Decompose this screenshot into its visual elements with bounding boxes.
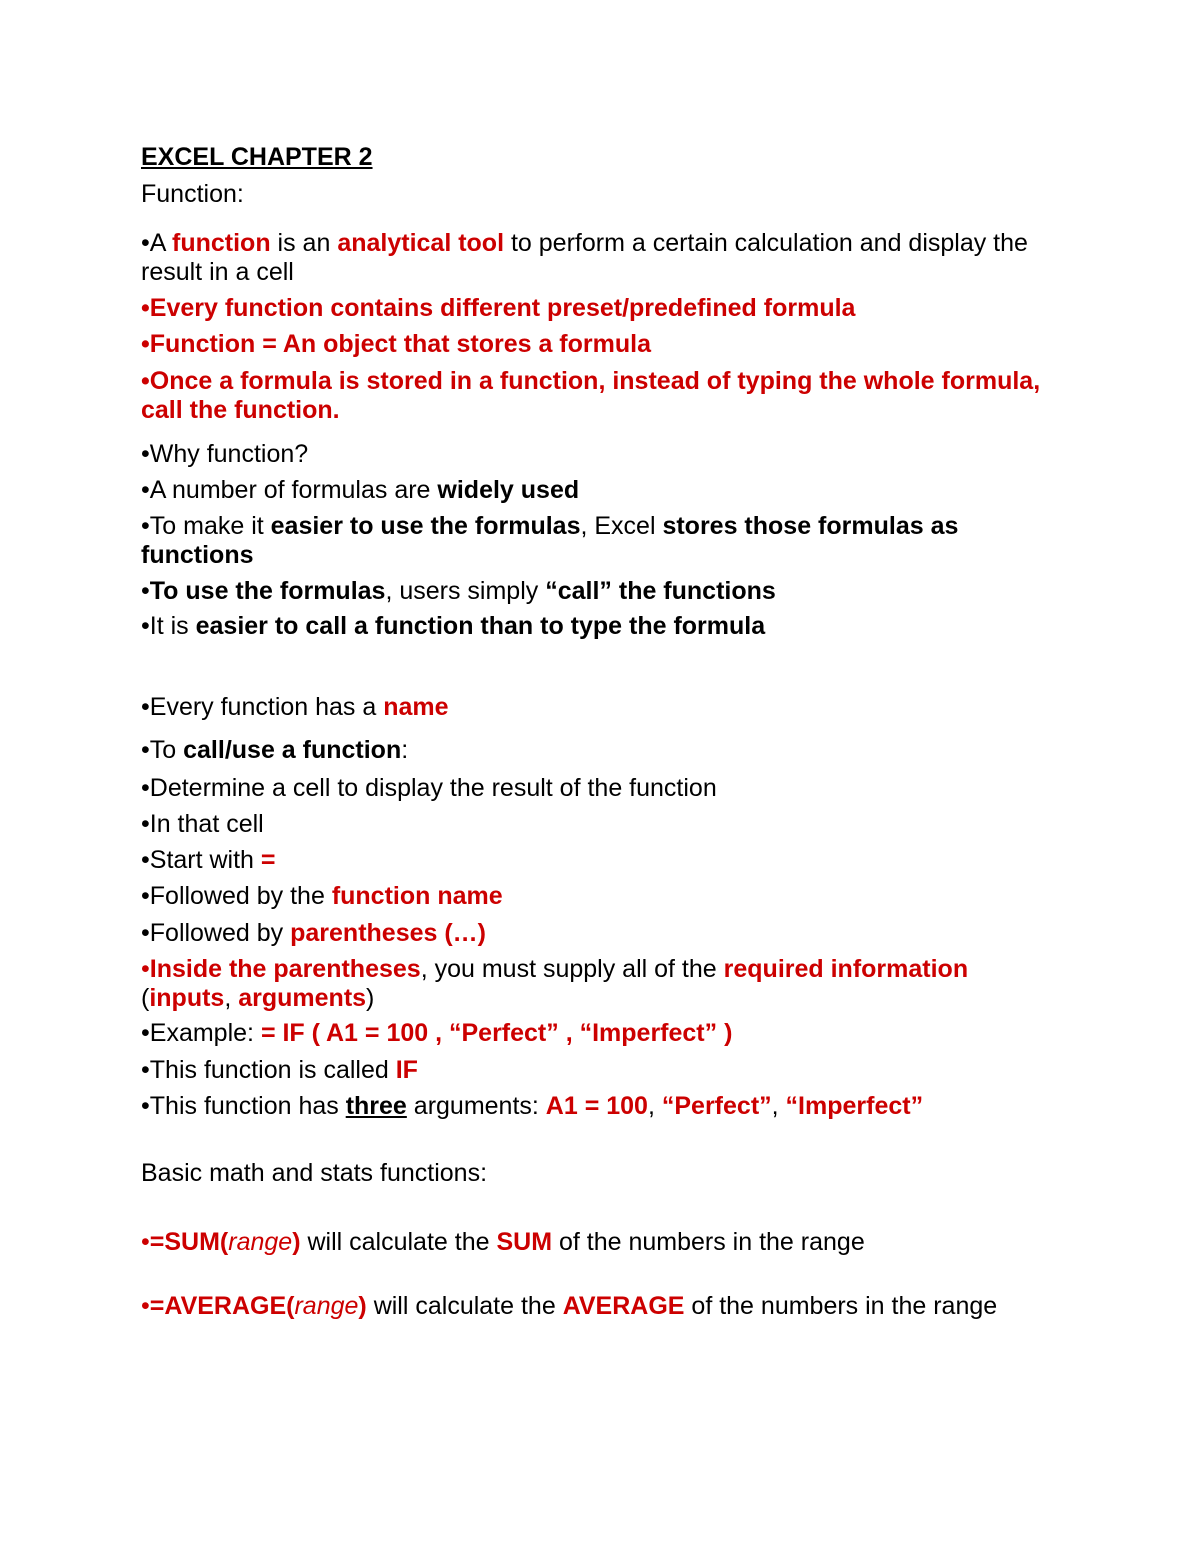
bullet: • [141, 440, 150, 468]
stats-heading: Basic math and stats functions: [141, 1159, 488, 1187]
bullet: • [141, 1056, 150, 1084]
bullet: • [141, 693, 150, 721]
bullet: • [141, 577, 150, 605]
bullet-function-definition: •A function is an analytical tool to perform a certain calculation and display the result in a cell [141, 229, 1028, 286]
bullet-in-that-cell: •In that cell [141, 810, 264, 838]
bullet: • [141, 612, 150, 640]
bullet-call-functions: •To use the formulas, users simply “call” the functions [141, 577, 776, 605]
bullet: • [141, 1228, 150, 1256]
bullet-function-name: •Every function has a name [141, 693, 449, 721]
bullet-easier-to-use: •To make it easier to use the formulas, Excel stores those formulas as functions [141, 512, 959, 569]
bullet: • [141, 1092, 150, 1120]
function-heading: Function: [141, 180, 244, 208]
bullet-followed-by-parentheses: •Followed by parentheses (…) [141, 919, 487, 947]
bullet-example: •Example: = IF ( A1 = 100 , “Perfect” , “Imperfect” ) [141, 1019, 733, 1047]
bullet: • [141, 367, 150, 395]
bullet: • [141, 1019, 150, 1047]
bullet: • [141, 846, 150, 874]
bullet-inside-parentheses: •Inside the parentheses, you must supply all of the required information (inputs, arguments) [141, 955, 969, 1012]
bullet: • [141, 1292, 150, 1320]
bullet-widely-used: •A number of formulas are widely used [141, 476, 580, 504]
bullet-preset-formula: •Every function contains different preset/predefined formula [141, 294, 856, 322]
bullet: • [141, 955, 150, 983]
page-title: EXCEL CHAPTER 2 [141, 143, 373, 171]
bullet-three-arguments: •This function has three arguments: A1 = 100, “Perfect”, “Imperfect” [141, 1092, 924, 1120]
bullet-to-call: •To call/use a function: [141, 736, 409, 764]
bullet: • [141, 330, 150, 358]
bullet-called-if: •This function is called IF [141, 1056, 418, 1084]
bullet-call-function: •Once a formula is stored in a function, instead of typing the whole formula, call the function. [141, 367, 1041, 424]
bullet-sum: •=SUM(range) will calculate the SUM of the numbers in the range [141, 1228, 865, 1256]
bullet: • [141, 774, 150, 802]
bullet: • [141, 810, 150, 838]
bullet: • [141, 229, 150, 257]
bullet-function-object: •Function = An object that stores a formula [141, 330, 651, 358]
bullet-why-function: •Why function? [141, 440, 309, 468]
bullet: • [141, 476, 150, 504]
bullet: • [141, 294, 150, 322]
bullet: • [141, 919, 150, 947]
bullet-followed-by-name: •Followed by the function name [141, 882, 503, 910]
bullet-determine-cell: •Determine a cell to display the result of the function [141, 774, 717, 802]
bullet: • [141, 736, 150, 764]
bullet: • [141, 882, 150, 910]
bullet: • [141, 512, 150, 540]
bullet-easier-to-call: •It is easier to call a function than to type the formula [141, 612, 766, 640]
bullet-start-with: •Start with = [141, 846, 276, 874]
bullet-average: •=AVERAGE(range) will calculate the AVERAGE of the numbers in the range [141, 1292, 998, 1320]
